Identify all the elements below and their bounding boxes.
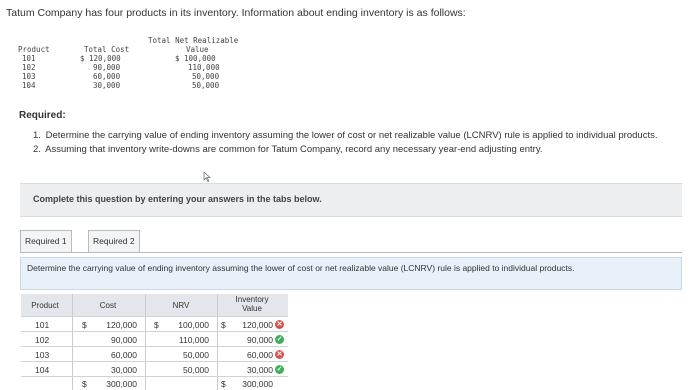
required-heading: Required: [19, 110, 66, 121]
product-cell: 102 [35, 335, 50, 345]
source-product-column [18, 36, 50, 90]
source-product-cell: 104 [22, 81, 36, 90]
row-divider [21, 376, 288, 377]
required-item-2 [33, 144, 663, 155]
inventory-value-input[interactable]: 60,000 [247, 350, 273, 360]
answer-table [21, 294, 288, 390]
source-cost-column [80, 36, 129, 90]
cost-cell: 120,000 [106, 320, 137, 330]
source-nrv-cell: $ 100,000 [175, 54, 216, 63]
nrv-cell: 100,000 [178, 320, 209, 330]
row-divider [21, 316, 288, 317]
source-nrv-cell: 50,000 [192, 72, 220, 81]
cost-cell: 90,000 [111, 335, 137, 345]
source-nrv-column [148, 36, 238, 90]
row-divider [21, 331, 288, 332]
nrv-cell: 50,000 [183, 365, 209, 375]
inventory-value-input[interactable]: 90,000 [247, 335, 273, 345]
source-header-nrv-line1: Total Net Realizable [148, 36, 239, 45]
inventory-value-input[interactable]: 120,000 [242, 320, 273, 330]
source-cost-cell: 90,000 [93, 63, 121, 72]
incorrect-icon: ✕ [276, 321, 283, 328]
source-product-cell: 102 [22, 63, 36, 72]
source-header-total-cost: Total Cost [84, 45, 130, 54]
product-cell: 101 [35, 320, 50, 330]
source-product-cell: 101 [22, 54, 36, 63]
tab-divider [20, 252, 682, 253]
mouse-cursor-icon [203, 172, 211, 182]
source-cost-cell: 30,000 [93, 81, 121, 90]
product-cell: 103 [35, 350, 50, 360]
source-nrv-cell: 110,000 [188, 63, 220, 72]
row-divider [21, 346, 288, 347]
correct-check-icon: ✓ [276, 366, 283, 373]
total-inventory-value-cell: 300,000 [242, 379, 273, 389]
currency-symbol: $ [221, 379, 226, 389]
header-cost: Cost [99, 301, 117, 310]
required-item-number: 1. [33, 130, 41, 141]
currency-symbol: $ [82, 379, 87, 389]
source-header-nrv-line2: Value [186, 45, 209, 54]
source-nrv-cell: 50,000 [192, 81, 220, 90]
required-item-text: Determine the carrying value of ending inventory assuming the lower of cost or net realizable value (LCNRV) rule is applied to individual products. [45, 130, 658, 141]
question-prompt-box [20, 257, 682, 290]
currency-symbol: $ [154, 320, 159, 330]
row-divider [21, 361, 288, 362]
header-nrv: NRV [172, 301, 190, 310]
question-prompt: Determine the carrying value of ending inventory assuming the lower of cost or net realizable value (LCNRV) rule is applied to individual products. [27, 263, 575, 273]
incorrect-icon: ✕ [276, 351, 283, 358]
header-inventory-value-line1: Inventory [235, 295, 269, 304]
inventory-value-input[interactable]: 30,000 [247, 365, 273, 375]
cost-cell: 30,000 [111, 365, 137, 375]
intro-text: Tatum Company has four products in its inventory. Information about ending inventory is as follows: [6, 7, 466, 19]
header-product: Product [31, 301, 59, 310]
tab-required-1[interactable]: Required 1 [20, 230, 72, 252]
nrv-cell: 110,000 [178, 335, 209, 345]
tab-required-2[interactable]: Required 2 [88, 230, 140, 252]
currency-symbol: $ [221, 320, 226, 330]
header-inventory-value-line2: Value [242, 304, 262, 313]
currency-symbol: $ [82, 320, 87, 330]
header-inventory-value [217, 295, 287, 313]
required-item-text: Assuming that inventory write-downs are common for Tatum Company, record any necessary year-end adjusting entry. [45, 144, 543, 155]
correct-check-icon: ✓ [276, 336, 283, 343]
required-item-1 [33, 130, 663, 141]
source-cost-cell: 60,000 [93, 72, 121, 81]
required-item-number: 2. [33, 144, 41, 155]
cost-cell: 60,000 [111, 350, 137, 360]
source-header-product: Product [18, 45, 50, 54]
required-list [33, 130, 663, 158]
complete-instruction: Complete this question by entering your answers in the tabs below. [33, 194, 322, 204]
product-cell: 104 [35, 365, 50, 375]
nrv-cell: 50,000 [183, 350, 209, 360]
source-product-cell: 103 [22, 72, 36, 81]
total-cost-cell: 300,000 [106, 379, 137, 389]
source-cost-cell: $ 120,000 [80, 54, 121, 63]
instruction-banner [20, 183, 682, 217]
